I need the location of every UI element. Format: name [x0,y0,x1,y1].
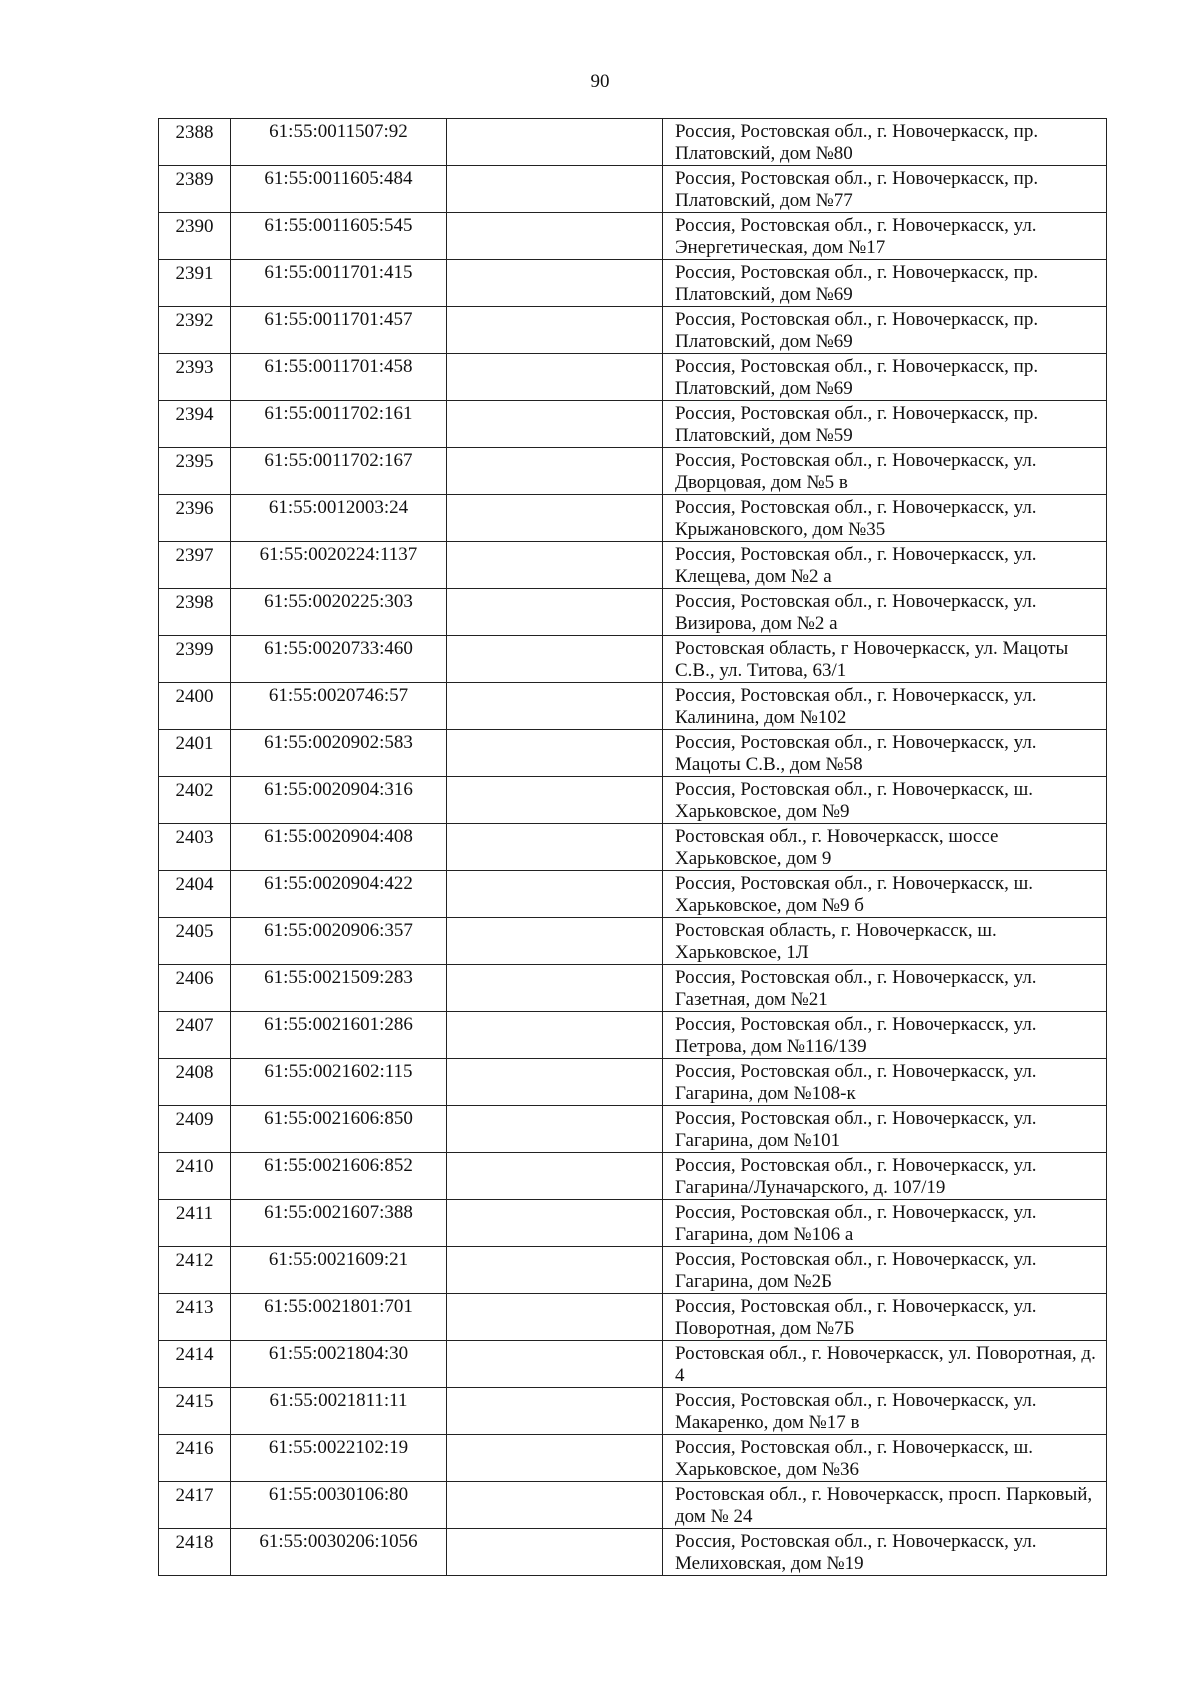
address-cell: Ростовская область, г Новочеркасск, ул. Мацоты С.В., ул. Титова, 63/1 [663,636,1107,683]
cadastral-number-cell: 61:55:0021601:286 [231,1012,447,1059]
empty-cell [447,1012,663,1059]
table-row [159,166,1107,213]
table-row [159,1294,1107,1341]
table-row [159,1388,1107,1435]
row-number-cell: 2391 [159,260,231,307]
row-number-cell: 2410 [159,1153,231,1200]
empty-cell [447,448,663,495]
cadastral-number-cell: 61:55:0011701:415 [231,260,447,307]
address-cell: Россия, Ростовская обл., г. Новочеркасск, пр. Платовский, дом №69 [663,260,1107,307]
address-cell: Россия, Ростовская обл., г. Новочеркасск, ул. Газетная, дом №21 [663,965,1107,1012]
empty-cell [447,1529,663,1576]
address-cell: Россия, Ростовская обл., г. Новочеркасск, ул. Поворотная, дом №7Б [663,1294,1107,1341]
row-number-cell: 2411 [159,1200,231,1247]
table-row [159,965,1107,1012]
address-cell: Россия, Ростовская обл., г. Новочеркасск, ул. Гагарина/Луначарского, д. 107/19 [663,1153,1107,1200]
table-row [159,1106,1107,1153]
cadastral-number-cell: 61:55:0030106:80 [231,1482,447,1529]
table-row [159,119,1107,166]
empty-cell [447,636,663,683]
address-cell: Россия, Ростовская обл., г. Новочеркасск, ул. Энергетическая, дом №17 [663,213,1107,260]
cadastral-number-cell: 61:55:0021607:388 [231,1200,447,1247]
cadastral-number-cell: 61:55:0012003:24 [231,495,447,542]
cadastral-number-cell: 61:55:0021606:850 [231,1106,447,1153]
row-number-cell: 2405 [159,918,231,965]
row-number-cell: 2389 [159,166,231,213]
row-number-cell: 2416 [159,1435,231,1482]
empty-cell [447,918,663,965]
address-cell: Россия, Ростовская обл., г. Новочеркасск, ул. Дворцовая, дом №5 в [663,448,1107,495]
row-number-cell: 2394 [159,401,231,448]
empty-cell [447,307,663,354]
address-cell: Россия, Ростовская обл., г. Новочеркасск, ул. Клещева, дом №2 а [663,542,1107,589]
address-cell: Россия, Ростовская обл., г. Новочеркасск, ул. Визирова, дом №2 а [663,589,1107,636]
empty-cell [447,1435,663,1482]
cadastral-number-cell: 61:55:0021606:852 [231,1153,447,1200]
cadastral-number-cell: 61:55:0030206:1056 [231,1529,447,1576]
table-row [159,918,1107,965]
cadastral-number-cell: 61:55:0020904:422 [231,871,447,918]
address-cell: Россия, Ростовская обл., г. Новочеркасск, пр. Платовский, дом №69 [663,354,1107,401]
cadastral-number-cell: 61:55:0021801:701 [231,1294,447,1341]
cadastral-number-cell: 61:55:0020225:303 [231,589,447,636]
row-number-cell: 2402 [159,777,231,824]
property-table [158,118,1107,1576]
table-row [159,1059,1107,1106]
table-row [159,1529,1107,1576]
address-cell: Россия, Ростовская обл., г. Новочеркасск, ул. Калинина, дом №102 [663,683,1107,730]
page-number: 90 [590,71,610,92]
empty-cell [447,589,663,636]
empty-cell [447,1341,663,1388]
empty-cell [447,1294,663,1341]
cadastral-number-cell: 61:55:0021602:115 [231,1059,447,1106]
row-number-cell: 2401 [159,730,231,777]
empty-cell [447,1059,663,1106]
address-cell: Ростовская обл., г. Новочеркасск, ул. Поворотная, д. 4 [663,1341,1107,1388]
empty-cell [447,777,663,824]
cadastral-number-cell: 61:55:0011701:457 [231,307,447,354]
empty-cell [447,1388,663,1435]
table-row [159,307,1107,354]
table-row [159,1153,1107,1200]
empty-cell [447,166,663,213]
table-row [159,260,1107,307]
table-row [159,213,1107,260]
address-cell: Россия, Ростовская обл., г. Новочеркасск, ул. Гагарина, дом №101 [663,1106,1107,1153]
address-cell: Россия, Ростовская обл., г. Новочеркасск, ул. Гагарина, дом №2Б [663,1247,1107,1294]
row-number-cell: 2392 [159,307,231,354]
address-cell: Ростовская область, г. Новочеркасск, ш. Харьковское, 1Л [663,918,1107,965]
address-cell: Россия, Ростовская обл., г. Новочеркасск, пр. Платовский, дом №69 [663,307,1107,354]
empty-cell [447,119,663,166]
address-cell: Россия, Ростовская обл., г. Новочеркасск, ул. Мелиховская, дом №19 [663,1529,1107,1576]
table-row [159,871,1107,918]
row-number-cell: 2399 [159,636,231,683]
table-row [159,589,1107,636]
empty-cell [447,683,663,730]
empty-cell [447,1247,663,1294]
row-number-cell: 2398 [159,589,231,636]
address-cell: Россия, Ростовская обл., г. Новочеркасск, ул. Макаренко, дом №17 в [663,1388,1107,1435]
cadastral-number-cell: 61:55:0011702:167 [231,448,447,495]
address-cell: Россия, Ростовская обл., г. Новочеркасск, ул. Крыжановского, дом №35 [663,495,1107,542]
table-row [159,1482,1107,1529]
row-number-cell: 2388 [159,119,231,166]
row-number-cell: 2412 [159,1247,231,1294]
table-row [159,1247,1107,1294]
row-number-cell: 2418 [159,1529,231,1576]
table-row [159,777,1107,824]
address-cell: Россия, Ростовская обл., г. Новочеркасск, пр. Платовский, дом №80 [663,119,1107,166]
table-row [159,448,1107,495]
row-number-cell: 2413 [159,1294,231,1341]
address-cell: Россия, Ростовская обл., г. Новочеркасск, ш. Харьковское, дом №9 б [663,871,1107,918]
row-number-cell: 2408 [159,1059,231,1106]
cadastral-number-cell: 61:55:0020902:583 [231,730,447,777]
empty-cell [447,354,663,401]
address-cell: Россия, Ростовская обл., г. Новочеркасск, ш. Харьковское, дом №36 [663,1435,1107,1482]
row-number-cell: 2400 [159,683,231,730]
address-cell: Россия, Ростовская обл., г. Новочеркасск, ул. Гагарина, дом №106 а [663,1200,1107,1247]
table-row [159,824,1107,871]
row-number-cell: 2414 [159,1341,231,1388]
table-row [159,495,1107,542]
cadastral-number-cell: 61:55:0021804:30 [231,1341,447,1388]
address-cell: Ростовская обл., г. Новочеркасск, просп. Парковый, дом № 24 [663,1482,1107,1529]
empty-cell [447,542,663,589]
cadastral-number-cell: 61:55:0020746:57 [231,683,447,730]
row-number-cell: 2393 [159,354,231,401]
table-row [159,1435,1107,1482]
empty-cell [447,1106,663,1153]
cadastral-number-cell: 61:55:0011605:484 [231,166,447,213]
empty-cell [447,213,663,260]
row-number-cell: 2409 [159,1106,231,1153]
address-cell: Ростовская обл., г. Новочеркасск, шоссе Харьковское, дом 9 [663,824,1107,871]
empty-cell [447,1482,663,1529]
cadastral-number-cell: 61:55:0011701:458 [231,354,447,401]
table-row [159,636,1107,683]
table-row [159,354,1107,401]
cadastral-number-cell: 61:55:0020224:1137 [231,542,447,589]
row-number-cell: 2397 [159,542,231,589]
row-number-cell: 2396 [159,495,231,542]
address-cell: Россия, Ростовская обл., г. Новочеркасск, ул. Мацоты С.В., дом №58 [663,730,1107,777]
address-cell: Россия, Ростовская обл., г. Новочеркасск, ул. Гагарина, дом №108-к [663,1059,1107,1106]
empty-cell [447,871,663,918]
empty-cell [447,1200,663,1247]
empty-cell [447,495,663,542]
row-number-cell: 2390 [159,213,231,260]
address-cell: Россия, Ростовская обл., г. Новочеркасск, пр. Платовский, дом №59 [663,401,1107,448]
row-number-cell: 2406 [159,965,231,1012]
table-row [159,542,1107,589]
cadastral-number-cell: 61:55:0020906:357 [231,918,447,965]
cadastral-number-cell: 61:55:0020904:408 [231,824,447,871]
cadastral-number-cell: 61:55:0021811:11 [231,1388,447,1435]
cadastral-number-cell: 61:55:0021609:21 [231,1247,447,1294]
table-row [159,1341,1107,1388]
row-number-cell: 2403 [159,824,231,871]
row-number-cell: 2407 [159,1012,231,1059]
cadastral-number-cell: 61:55:0021509:283 [231,965,447,1012]
address-cell: Россия, Ростовская обл., г. Новочеркасск, ш. Харьковское, дом №9 [663,777,1107,824]
table-row [159,730,1107,777]
cadastral-number-cell: 61:55:0020904:316 [231,777,447,824]
row-number-cell: 2404 [159,871,231,918]
empty-cell [447,260,663,307]
cadastral-number-cell: 61:55:0011605:545 [231,213,447,260]
row-number-cell: 2395 [159,448,231,495]
row-number-cell: 2415 [159,1388,231,1435]
cadastral-number-cell: 61:55:0011702:161 [231,401,447,448]
row-number-cell: 2417 [159,1482,231,1529]
cadastral-number-cell: 61:55:0022102:19 [231,1435,447,1482]
cadastral-number-cell: 61:55:0020733:460 [231,636,447,683]
empty-cell [447,965,663,1012]
cadastral-number-cell: 61:55:0011507:92 [231,119,447,166]
address-cell: Россия, Ростовская обл., г. Новочеркасск, пр. Платовский, дом №77 [663,166,1107,213]
table-row [159,1200,1107,1247]
address-cell: Россия, Ростовская обл., г. Новочеркасск, ул. Петрова, дом №116/139 [663,1012,1107,1059]
table-row [159,1012,1107,1059]
empty-cell [447,730,663,777]
empty-cell [447,824,663,871]
table-row [159,401,1107,448]
empty-cell [447,1153,663,1200]
table-row [159,683,1107,730]
table-body [159,119,1107,1576]
empty-cell [447,401,663,448]
